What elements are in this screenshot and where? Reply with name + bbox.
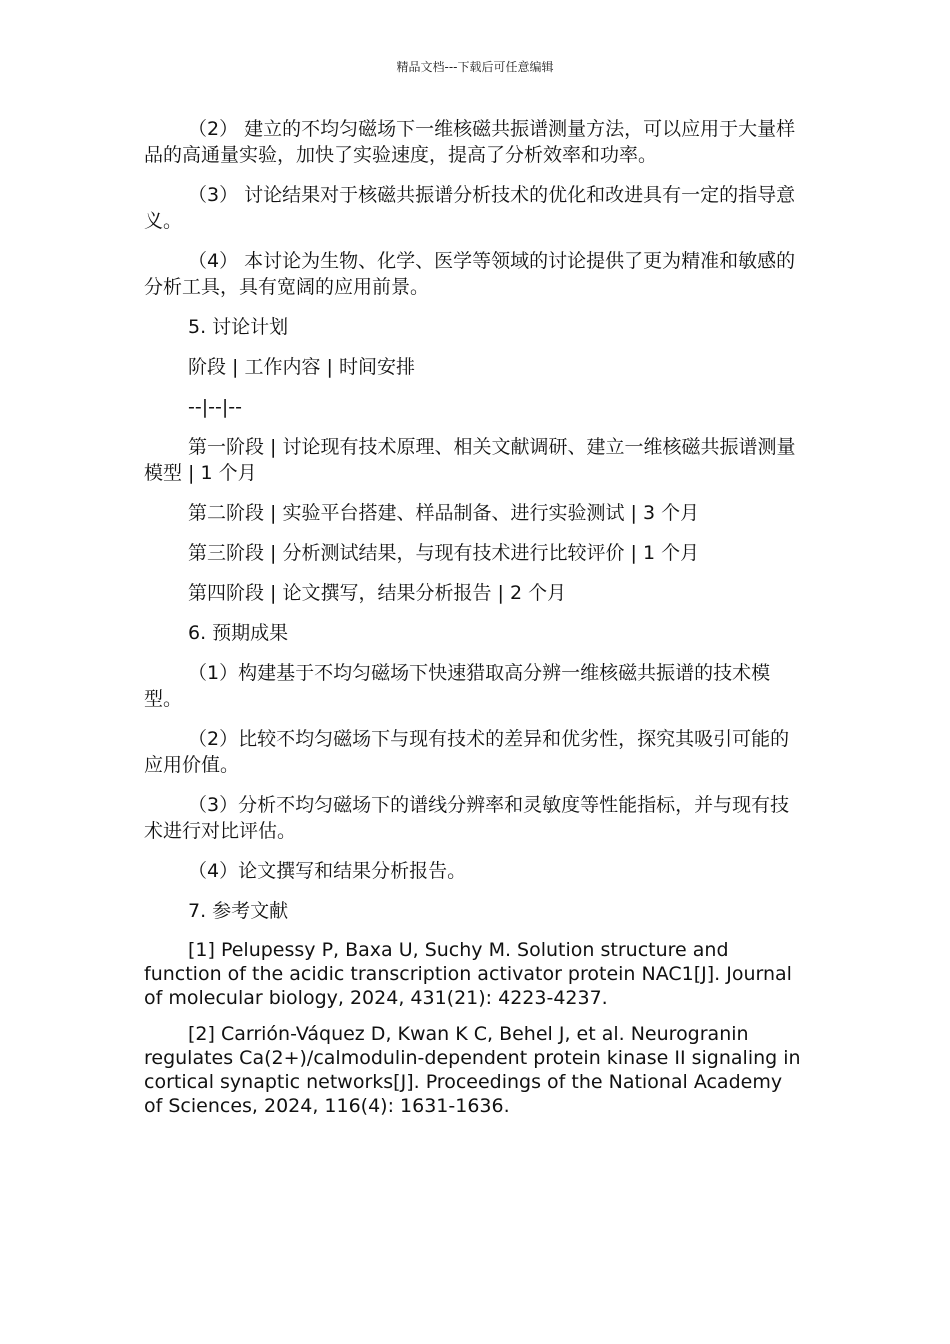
- expected-result-2: （2）比较不均匀磁场下与现有技术的差异和优劣性，探究其吸引可能的应用价值。: [144, 728, 790, 776]
- plan-row-stage-1: 第一阶段 | 讨论现有技术原理、相关文献调研、建立一维核磁共振谱测量模型 | 1 个月: [144, 436, 796, 484]
- reference-2: [2] Carrión-Váquez D, Kwan K C, Behel J, et al. Neurogranin regulates Ca(2+)/calmodulin-dependent protein kinase II signaling in cortical synaptic networks[J]. Proceedings of the National Academy of Sciences, 2024, 116(4): 1631-1636.: [144, 1023, 801, 1117]
- expected-result-3: （3）分析不均匀磁场下的谱线分辨率和灵敏度等性能指标，并与现有技术进行对比评估。: [144, 794, 790, 842]
- section-heading-references: 7. 参考文献: [188, 900, 289, 922]
- document-body: [144, 116, 806, 1130]
- section-heading-expected-results: 6. 预期成果: [188, 622, 289, 644]
- plan-table-separator: --|--|--: [188, 396, 242, 418]
- outcome-paragraph-4: （4） 本讨论为生物、化学、医学等领域的讨论提供了更为精准和敏感的分析工具，具有宽阔的应用前景。: [144, 250, 796, 298]
- plan-row-stage-3: 第三阶段 | 分析测试结果，与现有技术进行比较评价 | 1 个月: [188, 542, 700, 564]
- expected-result-1: （1）构建基于不均匀磁场下快速猎取高分辨一维核磁共振谱的技术模型。: [144, 662, 771, 710]
- plan-table-header: 阶段 | 工作内容 | 时间安排: [188, 356, 415, 378]
- plan-row-stage-2: 第二阶段 | 实验平台搭建、样品制备、进行实验测试 | 3 个月: [188, 502, 700, 524]
- outcome-paragraph-3: （3） 讨论结果对于核磁共振谱分析技术的优化和改进具有一定的指导意义。: [144, 184, 796, 232]
- page-header: 精品文档---下载后可任意编辑: [396, 60, 554, 74]
- expected-result-4: （4）论文撰写和结果分析报告。: [188, 860, 467, 882]
- outcome-paragraph-2: （2） 建立的不均匀磁场下一维核磁共振谱测量方法，可以应用于大量样品的高通量实验，加快了实验速度，提高了分析效率和功率。: [144, 118, 796, 166]
- reference-1: [1] Pelupessy P, Baxa U, Suchy M. Solution structure and function of the acidic transcription activator protein NAC1[J]. Journal of molecular biology, 2024, 431(21): 4223-4237.: [144, 939, 792, 1009]
- plan-row-stage-4: 第四阶段 | 论文撰写，结果分析报告 | 2 个月: [188, 582, 567, 604]
- section-heading-plan: 5. 讨论计划: [188, 316, 289, 338]
